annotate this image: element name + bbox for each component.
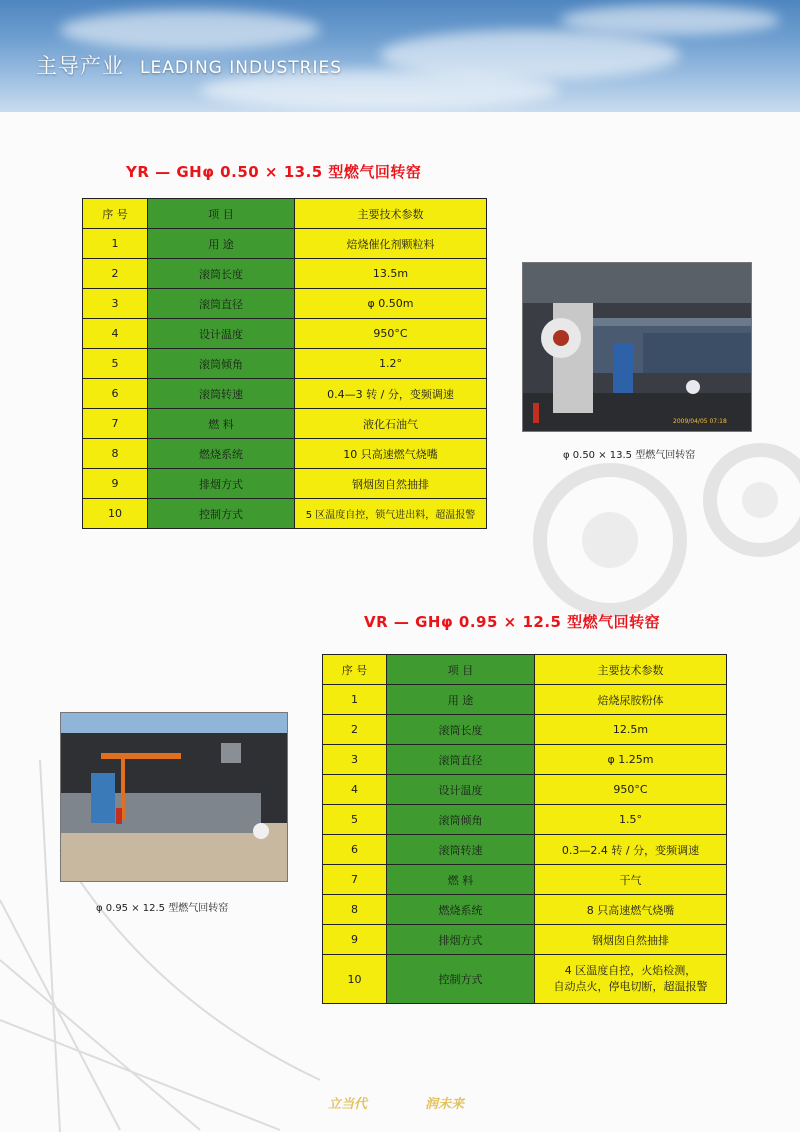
row-value: 1.5°: [535, 805, 727, 835]
row-item: 用 途: [387, 685, 535, 715]
kiln1-spec-table: [82, 198, 487, 529]
row-item: 排烟方式: [148, 469, 295, 499]
table-row: [83, 499, 487, 529]
row-no: 6: [83, 379, 148, 409]
table-row: [323, 715, 727, 745]
header-no: 序 号: [323, 655, 387, 685]
table-row: [83, 409, 487, 439]
row-value: 0.4—3 转 / 分，变频调速: [295, 379, 487, 409]
row-item: 滚筒转速: [387, 835, 535, 865]
table-header-row: [83, 199, 487, 229]
table-row: [323, 775, 727, 805]
row-no: 5: [83, 349, 148, 379]
row-no: 10: [83, 499, 148, 529]
header-item: 项 目: [387, 655, 535, 685]
row-no: 1: [323, 685, 387, 715]
header-value: 主要技术参数: [295, 199, 487, 229]
row-value: 液化石油气: [295, 409, 487, 439]
row-item: 燃烧系统: [387, 895, 535, 925]
row-value: 钢烟囱自然抽排: [295, 469, 487, 499]
row-item: 滚筒直径: [148, 289, 295, 319]
table-header-row: [323, 655, 727, 685]
kiln1-photo: [522, 262, 752, 432]
row-value: 10 只高速燃气烧嘴: [295, 439, 487, 469]
section-title-en: LEADING INDUSTRIES: [140, 58, 343, 78]
row-value: 12.5m: [535, 715, 727, 745]
row-value: 焙烧尿胺粉体: [535, 685, 727, 715]
row-value: 4 区温度自控，火焰检测， 自动点火，停电切断，超温报警: [535, 955, 727, 1004]
row-item: 设计温度: [387, 775, 535, 805]
row-item: 滚筒长度: [387, 715, 535, 745]
row-no: 9: [323, 925, 387, 955]
table-row: [323, 745, 727, 775]
row-no: 3: [83, 289, 148, 319]
section-title-cn: 主导产业: [36, 54, 124, 78]
section-title: [36, 50, 342, 80]
header-value: 主要技术参数: [535, 655, 727, 685]
table-row: [323, 955, 727, 1004]
row-item: 燃 料: [387, 865, 535, 895]
table-row: [323, 835, 727, 865]
row-no: 8: [323, 895, 387, 925]
table-row: [323, 685, 727, 715]
row-no: 5: [323, 805, 387, 835]
row-item: 燃烧系统: [148, 439, 295, 469]
row-no: 6: [323, 835, 387, 865]
table-row: [323, 805, 727, 835]
kiln1-title: YR — GHφ 0.50 × 13.5 型燃气回转窑: [126, 163, 422, 181]
row-item: 滚筒倾角: [387, 805, 535, 835]
table-row: [83, 319, 487, 349]
row-no: 10: [323, 955, 387, 1004]
row-no: 7: [83, 409, 148, 439]
header-no: 序 号: [83, 199, 148, 229]
table-row: [83, 439, 487, 469]
row-value: φ 1.25m: [535, 745, 727, 775]
kiln1-caption: φ 0.50 × 13.5 型燃气回转窑: [563, 450, 696, 461]
row-value: 0.3—2.4 转 / 分，变频调速: [535, 835, 727, 865]
header-item: 项 目: [148, 199, 295, 229]
row-no: 2: [83, 259, 148, 289]
photo-timestamp: 2009/04/05 07:18: [673, 418, 727, 425]
row-no: 3: [323, 745, 387, 775]
row-item: 滚筒倾角: [148, 349, 295, 379]
row-item: 滚筒直径: [387, 745, 535, 775]
row-value: 950°C: [535, 775, 727, 805]
row-no: 9: [83, 469, 148, 499]
row-value: 干气: [535, 865, 727, 895]
kiln2-spec-table: [322, 654, 727, 1004]
row-item: 排烟方式: [387, 925, 535, 955]
table-row: [83, 289, 487, 319]
row-no: 4: [323, 775, 387, 805]
kiln2-caption: φ 0.95 × 12.5 型燃气回转窑: [96, 903, 229, 914]
table-row: [323, 925, 727, 955]
row-item: 用 途: [148, 229, 295, 259]
footer-slogan-left: 立当代: [328, 1097, 368, 1112]
row-item: 控制方式: [387, 955, 535, 1004]
table-row: [83, 379, 487, 409]
table-row: [83, 469, 487, 499]
row-item: 滚筒转速: [148, 379, 295, 409]
header-banner: [0, 0, 800, 112]
row-value: 950°C: [295, 319, 487, 349]
table-row: [83, 349, 487, 379]
row-item: 燃 料: [148, 409, 295, 439]
kiln2-title: VR — GHφ 0.95 × 12.5 型燃气回转窑: [364, 613, 661, 631]
row-item: 控制方式: [148, 499, 295, 529]
row-no: 8: [83, 439, 148, 469]
table-row: [83, 259, 487, 289]
row-value: 8 只高速燃气烧嘴: [535, 895, 727, 925]
row-value: 钢烟囱自然抽排: [535, 925, 727, 955]
row-value: 13.5m: [295, 259, 487, 289]
row-value: 焙烧催化剂颗粒料: [295, 229, 487, 259]
row-item: 滚筒长度: [148, 259, 295, 289]
table-row: [323, 865, 727, 895]
footer-slogan-right: 润未来: [425, 1097, 465, 1112]
row-value: 1.2°: [295, 349, 487, 379]
row-no: 7: [323, 865, 387, 895]
row-no: 1: [83, 229, 148, 259]
row-no: 2: [323, 715, 387, 745]
kiln2-photo: [60, 712, 288, 882]
table-row: [323, 895, 727, 925]
row-item: 设计温度: [148, 319, 295, 349]
table-row: [83, 229, 487, 259]
row-value: 5 区温度自控，锁气进出料，超温报警: [295, 499, 487, 529]
row-no: 4: [83, 319, 148, 349]
row-value: φ 0.50m: [295, 289, 487, 319]
